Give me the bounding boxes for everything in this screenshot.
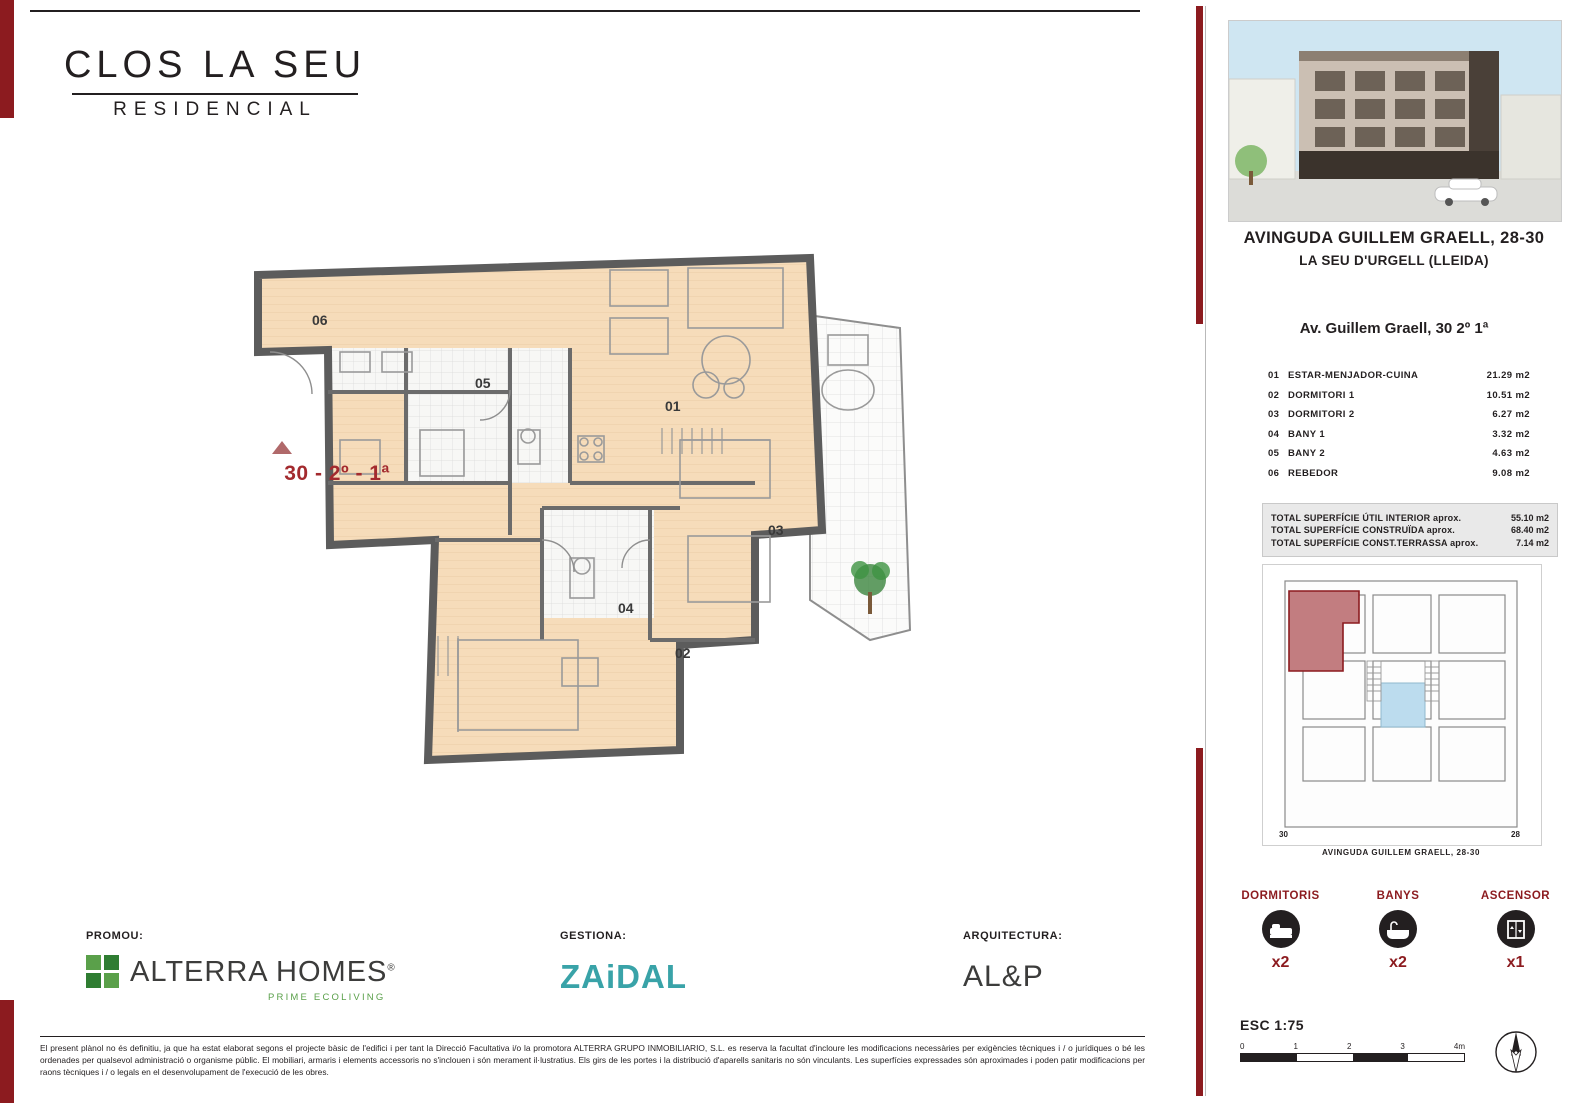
zaidal-logo: ZAiDAL	[560, 958, 687, 995]
table-row	[1268, 409, 1530, 420]
total-label: TOTAL SUPERFÍCIE CONST.TERRASSA aprox.	[1271, 537, 1479, 548]
room-area: 21.29 m2	[1486, 370, 1530, 381]
table-row	[1268, 390, 1530, 401]
north-arrow-icon	[272, 441, 292, 454]
floor-plan-drawing	[210, 240, 970, 800]
room-area: 6.27 m2	[1492, 409, 1530, 421]
feature-count: x2	[1271, 954, 1290, 971]
alp-logo: AL&P	[963, 960, 1044, 993]
arquitectura-label: ARQUITECTURA:	[963, 930, 1063, 942]
disclaimer-text: El present plànol no és definitiu, ja que ha estat elaborat segons el projecte bàsic de l'edifici i per tant la Direcció Facultativa i/o la promotora ALTERRA GRUPO INMOBILIARIO, S.L. es reserva la facultat d'incloure les modificacions necessàries per exigències tècniques i / o jurídiques o bé les ordenades per qualsevol administració o organisme públic. El mobiliari, armaris i elements accessoris no s'inclouen i són merament il·lustratius. Els girs de les portes i la distribució d'aparells sanitaris no són vinculants. Les superfícies expressades són aproximades i poden patir modificacions per raons tècniques i / o legals en el desenvolupament de l'execució de les obres.	[40, 1043, 1145, 1078]
totals-box	[1262, 503, 1558, 557]
feature-title: ASCENSOR	[1480, 890, 1551, 902]
total-value: 68.40 m2	[1510, 525, 1549, 535]
right-accent-bar-bottom	[1196, 748, 1203, 1096]
project-address-line2: LA SEU D'URGELL (LLEIDA)	[1299, 253, 1489, 268]
building-render-image	[1228, 20, 1562, 222]
plan-room-02: 02	[675, 645, 691, 661]
total-row	[1271, 525, 1549, 535]
room-name: ESTAR-MENJADOR-CUINA	[1288, 370, 1419, 381]
project-address-line1: AVINGUDA GUILLEM GRAELL, 28-30	[1243, 229, 1545, 247]
total-row	[1271, 513, 1549, 523]
gestiona-label: GESTIONA:	[560, 930, 627, 942]
room-code: 02	[1268, 389, 1280, 401]
feature-banys	[1346, 890, 1451, 972]
room-name: REBEDOR	[1288, 467, 1339, 479]
feature-count: x2	[1389, 954, 1407, 971]
scale-tick: 3	[1400, 1042, 1405, 1051]
unit-heading: Av. Guillem Graell, 30 2º 1ª	[1299, 320, 1489, 337]
plan-room-01: 01	[665, 398, 681, 414]
feature-title: DORMITORIS	[1241, 890, 1320, 902]
compass-icon	[1490, 1026, 1542, 1078]
scale-tick: 4m	[1453, 1042, 1465, 1051]
key-plan-caption: AVINGUDA GUILLEM GRAELL, 28-30	[1321, 848, 1480, 857]
feature-ascensor	[1463, 890, 1568, 972]
plan-unit-label: 30 - 2º - 1ª	[284, 462, 390, 485]
alterra-name	[130, 956, 396, 989]
feature-icons	[1228, 890, 1568, 972]
brand-logo-sub: RESIDENCIAL	[113, 99, 317, 120]
feature-count: x1	[1506, 954, 1525, 971]
svg-text:30: 30	[1279, 830, 1288, 839]
bathtub-icon	[1379, 910, 1417, 948]
total-value: 7.14 m2	[1515, 537, 1549, 548]
room-name: BANY 1	[1288, 428, 1326, 440]
total-label: TOTAL SUPERFÍCIE CONSTRUÏDA aprox.	[1271, 525, 1455, 535]
alterra-homes-logo	[86, 955, 396, 989]
right-accent-bar-top	[1196, 6, 1203, 324]
room-code: 05	[1268, 448, 1280, 460]
alterra-registered-mark: ®	[387, 961, 396, 973]
plan-room-05: 05	[475, 375, 491, 391]
room-area: 10.51 m2	[1486, 389, 1530, 401]
plan-room-04: 04	[618, 600, 634, 616]
promou-label: PROMOU:	[86, 930, 144, 942]
room-name: DORMITORI 1	[1288, 389, 1355, 401]
svg-text:28: 28	[1511, 830, 1520, 839]
top-divider	[30, 10, 1140, 12]
room-code: 03	[1268, 409, 1280, 421]
left-top-accent-bar	[0, 0, 14, 118]
table-row	[1268, 370, 1530, 381]
alterra-wordmark: ALTERRA HOMES	[130, 955, 388, 988]
room-area: 9.08 m2	[1492, 467, 1530, 479]
room-code: 01	[1268, 370, 1280, 381]
plan-room-06: 06	[312, 312, 328, 328]
feature-dormitoris	[1228, 890, 1333, 972]
room-code: 04	[1268, 428, 1280, 440]
plan-room-03: 03	[768, 522, 784, 538]
table-row	[1268, 468, 1530, 479]
room-name: DORMITORI 2	[1288, 409, 1355, 421]
scale-tick: 2	[1346, 1042, 1352, 1051]
key-plan-diagram	[1262, 564, 1542, 846]
table-row	[1268, 448, 1530, 459]
table-row	[1268, 429, 1530, 440]
disclaimer-divider	[40, 1036, 1145, 1037]
total-value: 55.10 m2	[1510, 512, 1549, 523]
brand-logo-main: CLOS LA SEU	[63, 44, 367, 86]
room-area: 4.63 m2	[1492, 448, 1530, 460]
brand-logo	[60, 44, 370, 121]
left-bottom-accent-bar	[0, 1000, 14, 1103]
bed-icon	[1262, 910, 1300, 948]
scale-tick: 1	[1293, 1042, 1298, 1051]
brand-logo-rule	[72, 93, 358, 95]
alterra-mark-icon	[86, 955, 120, 989]
scale-label: ESC 1:75	[1240, 1017, 1304, 1033]
feature-title: BANYS	[1376, 890, 1420, 902]
scale-tick: 0	[1240, 1042, 1245, 1051]
right-column-divider	[1205, 6, 1206, 1096]
total-label: TOTAL SUPERFÍCIE ÚTIL INTERIOR aprox.	[1271, 512, 1462, 523]
room-code: 06	[1268, 467, 1280, 479]
room-name: BANY 2	[1288, 448, 1326, 460]
room-schedule-table	[1268, 370, 1530, 488]
elevator-icon	[1497, 910, 1535, 948]
scale-bar	[1240, 1042, 1465, 1062]
room-area: 3.32 m2	[1492, 428, 1530, 440]
alterra-tagline: PRIME ECOLIVING	[268, 992, 386, 1003]
total-row	[1271, 538, 1549, 548]
